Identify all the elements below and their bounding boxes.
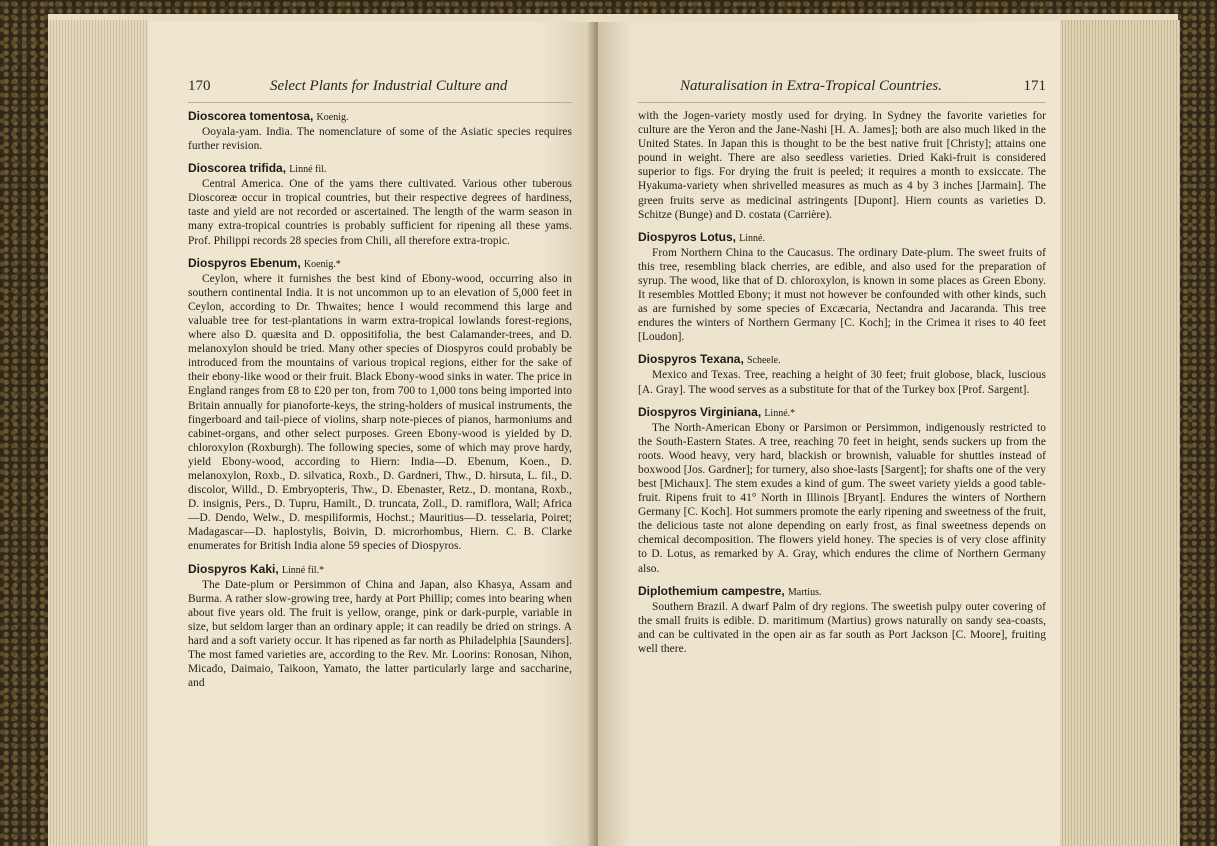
species-entry — [188, 161, 572, 247]
species-name: Diospyros Ebenum, — [188, 255, 301, 270]
species-entry — [638, 230, 1046, 345]
species-description: Southern Brazil. A dwarf Palm of dry regions. The sweetish pulpy outer covering of the small fruits is edible. D. maritimum (Martius) grows naturally on sandy sea-coasts, and can be cultivated in the open air as far south as Port Jackson [C. Moore], fruiting well there. — [638, 600, 1046, 655]
page-number: 170 — [188, 78, 211, 94]
continued-text — [638, 109, 1046, 222]
species-entry — [188, 256, 572, 554]
right-running-head — [638, 78, 1046, 103]
page-number: 171 — [1023, 78, 1046, 94]
left-page — [148, 22, 594, 846]
species-name: Dioscorea tomentosa, — [188, 109, 314, 123]
species-description: Central America. One of the yams there cultivated. Various other tuberous Dioscoreæ occur in tropical countries, but their respective degrees of hardiness, taste and yield are not recorded or ascertained. The length of the warm season in many extra-tropical countries is probably sufficient for ripening all these yams. Prof. Philippi records 28 species from Chili, all therefore extra-tropic. — [188, 178, 572, 247]
species-description: with the Jogen-variety mostly used for drying. In Sydney the favorite varieties for culture are the Yeron and the Jane-Nashi [H. A. James]; both are also much liked in the United States. In Japan this is thought to be the best native fruit [Christy]; attains one pound in weight. There are also seedless varieties. Dried Kaki-fruit is considered superior to figs. For drying the fruit is peeled; it requires a month to exsiccate. The Hyakuma-variety when shrivelled measures as much as 4 by 3 inches [Jarmain]. The green fruits serve as medicinal astringents [Dupont]. Hiern counts as varieties D. Schitze (Bunge) and D. costata (Carrière). — [638, 110, 1046, 221]
species-name: Diospyros Texana, — [638, 352, 744, 367]
left-running-head — [188, 78, 572, 103]
species-description: The Date-plum or Persimmon of China and Japan, also Khasya, Assam and Burma. A rather slow-growing tree, hardy at Port Phillip; comes into bearing when about five years old. The fruit is yellow, orange, pink or dark-purple, variable in size, but seldom larger than an ordinary apple; it can readily be dried on strings. A hard and a soft variety occur. It has ripened as far north as Philadelphia [Saunders]. The most famed varieties are, according to the Rev. Mr. Loorins: Ronosan, Nihon, Micado, Daimaio, Taikoon, Yamato, the latter particularly large and saccharine, and — [188, 578, 572, 690]
species-name: Dioscorea trifida, — [188, 161, 287, 176]
species-description: Ceylon, where it furnishes the best kind of Ebony-wood, occurring also in southern continental India. It is not uncommon up to an elevation of 5,000 feet in Ceylon, according to Dr. Thwaites; hence I would recommend this large and valuable tree for test-plantations in warm extra-tropical lowlands forest-regions, where also D. quæsita and D. oppositifolia, the best Calamander-trees, and D. melanoxylon should be tried. Many other species of Diospyros could probably be introduced from the mountains of various tropical regions, either for the sake of their ebony-like wood or their fruit. Black Ebony-wood sinks in water. The price in England ranges from £8 to £20 per ton, from 700 to 1,000 tons being imported into Britain annually for pianoforte-keys, the string-holders of musical instruments, the fingerboard and tail-piece of violins, sharp note-pieces of pianos, harmoniums and cabinet-organs, and other select purposes. Green Ebony-wood is yielded by D. chloroxylon (Roxburgh). The following species, some of which may prove hardy, yield Ebony-wood, according to Hiern: India—D. Ebenum, Koen., D. melanoxylon, Roxb., D. silvatica, Roxb., D. Gardneri, Thw., D. hirsuta, L. fil., D. discolor, Willd., D. Embryopteris, Thw., D. Ebenaster, Retz., D. montana, Roxb., D. insignis, Pers., D. Tupru, Hamilt., D. truncata, Zoll., D. ramiflora, Wall; Africa—D. Dendo, Welw., D. mespiliformis, Hochst.; Mauritius—D. tesselaria, Poiret; Madagascar—D. haplostylis, Boivin, D. microrhombus, Hiern. C. B. Clarke enumerates for British India alone 59 species of Diospyros. — [188, 272, 572, 553]
species-entry — [188, 109, 572, 153]
species-entry — [188, 562, 572, 691]
species-entry — [638, 584, 1046, 656]
species-author: Scheele. — [746, 355, 781, 367]
species-author: Linné. — [739, 232, 765, 244]
species-description: The North-American Ebony or Parsimon or Persimmon, indigenously restricted to the South-Eastern States. A tree, reaching 70 feet in height, sends suckers up from the roots. Wood heavy, very hard, blackish or brownish, valuable for shuttles instead of boxwood [Jos. Gardner]; for turnery, also shoe-lasts [Sargent]; for shafts one of the very best [Michaux]. The stem exudes a kind of gum. The sweet variety yields a good table-fruit. Ripens fruit to 41° North in Illinois [Bryant]. Endures the winters of Northern Germany [C. Koch]. Hot summers promote the early ripening and sweetness of the fruit, the delicious taste not alone depending on early frost, as final sweetness depends on chemical decomposition. The flowers yield honey. The species is of very close affinity to D. Lotus, as remarked by A. Gray, which endures the clime of Northern Germany also. — [638, 421, 1046, 575]
species-name: Diplothemium campestre, — [638, 583, 785, 598]
right-page-edges — [1060, 20, 1180, 846]
species-author: Koenig. — [316, 112, 349, 123]
species-author: Linné fil. — [289, 164, 327, 176]
species-author: Linné fil.* — [281, 564, 325, 576]
species-name: Diospyros Virginiana, — [638, 404, 762, 419]
species-entry — [638, 405, 1046, 576]
species-entry — [638, 352, 1046, 396]
species-description: From Northern China to the Caucasus. The ordinary Date-plum. The sweet fruits of this tree, resembling black cherries, are edible, and also used for the preparation of syrup. The wood, like that of D. chloroxylon, is known in some places as Green Ebony. It resembles Mottled Ebony; it must not however be confounded with other kinds, such as are furnished by some species of Excæcaria, Nectandra and Jacaranda. This tree endures the winters of Northern Germany [C. Koch]; in the Crimea it rises to 40 feet [Loudon]. — [638, 246, 1046, 344]
species-author: Koenig.* — [303, 258, 341, 270]
running-title: Naturalisation in Extra-Tropical Countries. — [680, 78, 942, 94]
running-title: Select Plants for Industrial Culture and — [270, 78, 508, 94]
species-author: Martius. — [787, 586, 822, 598]
species-name: Diospyros Kaki, — [188, 561, 279, 576]
species-description: Ooyala-yam. India. The nomenclature of some of the Asiatic species requires further revision. — [188, 126, 572, 153]
left-page-edges — [48, 20, 148, 846]
right-page — [598, 22, 1060, 846]
species-name: Diospyros Lotus, — [638, 229, 737, 244]
species-author: Linné.* — [764, 407, 796, 419]
species-description: Mexico and Texas. Tree, reaching a height of 30 feet; fruit globose, black, luscious [A. Gray]. The wood serves as a substitute for that of the Turkey box [Prof. Sargent]. — [638, 369, 1046, 396]
